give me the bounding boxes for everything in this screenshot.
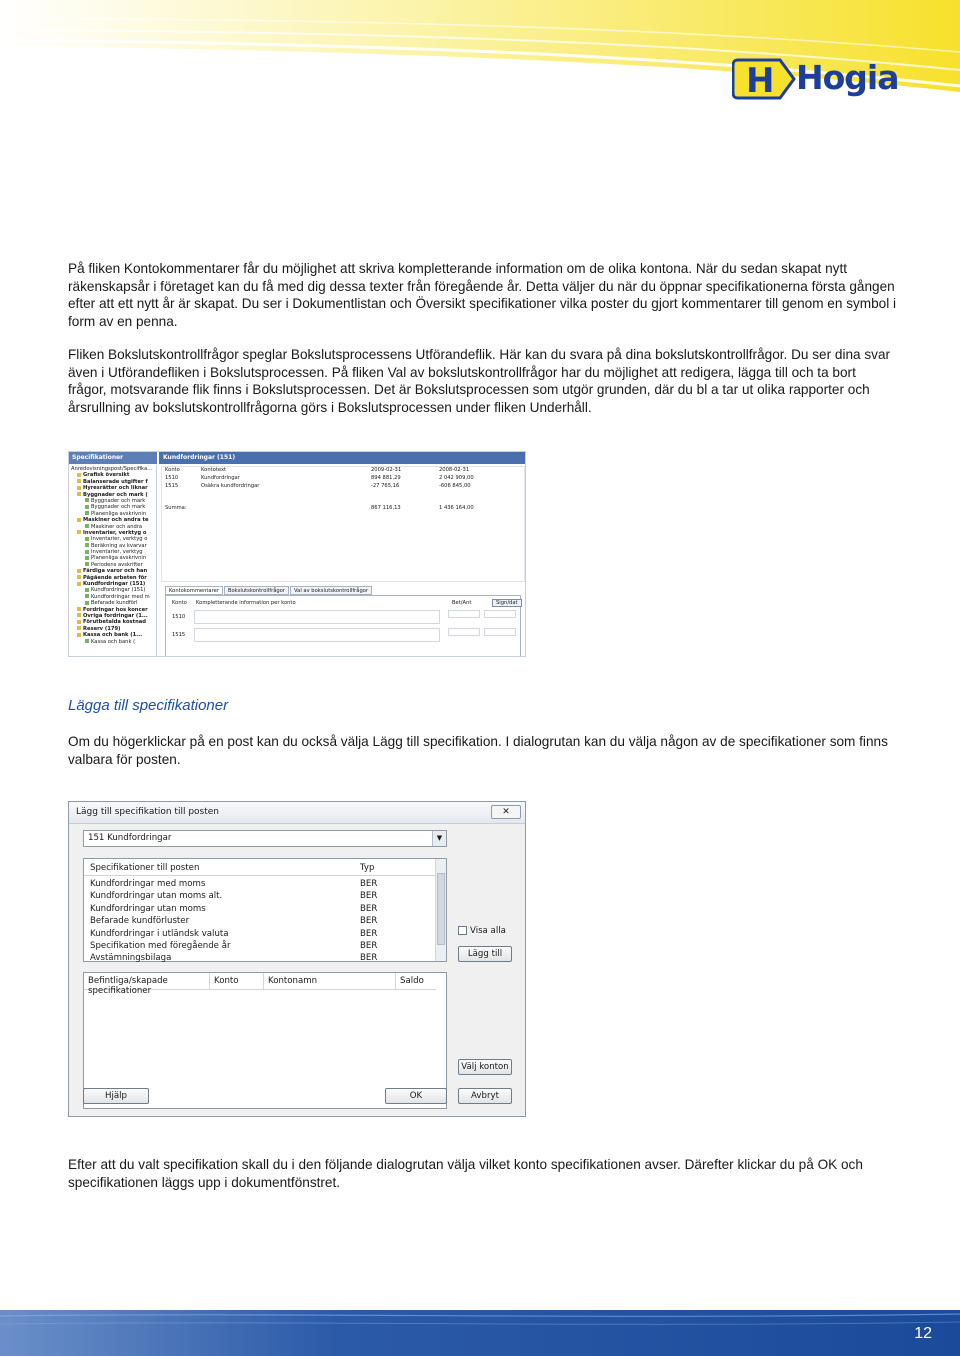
folder-icon bbox=[77, 582, 81, 586]
sum-value: 867 116,13 bbox=[371, 505, 401, 511]
list-item-type: BER bbox=[360, 928, 378, 939]
cell-value: 2 042 909,00 bbox=[439, 475, 474, 481]
list-header-typ: Typ bbox=[360, 863, 375, 873]
list-item-type: BER bbox=[360, 891, 378, 902]
tree-item-label: Byggnader och mark ( bbox=[83, 491, 148, 498]
document-icon bbox=[85, 562, 89, 566]
list-item-spec: Specifikation med föregående år bbox=[90, 941, 231, 951]
checkbox-box[interactable] bbox=[458, 926, 467, 935]
comment-field[interactable] bbox=[194, 628, 440, 642]
folder-icon bbox=[77, 492, 81, 496]
dialog-title: Lägg till specifikation till posten bbox=[69, 802, 525, 824]
tree-item[interactable] bbox=[71, 639, 154, 645]
document-icon bbox=[85, 505, 89, 509]
document-icon bbox=[85, 511, 89, 515]
tree-item-label: Hyresrätter och liknar bbox=[83, 485, 148, 492]
tree-item-label: Inventarier, verktyg bbox=[91, 549, 143, 556]
pane-row-account: 1510 bbox=[172, 614, 186, 620]
tree-item-label: Byggnader och mark bbox=[91, 497, 146, 504]
table-row[interactable] bbox=[161, 482, 521, 490]
tab-bar bbox=[165, 586, 373, 595]
col-year1: 2009-02-31 bbox=[371, 467, 402, 473]
tree-item-label: Kundfordringar (151) bbox=[83, 581, 146, 588]
folder-icon bbox=[77, 613, 81, 617]
date-field[interactable] bbox=[484, 628, 516, 636]
document-icon bbox=[85, 543, 89, 547]
help-button[interactable]: Hjälp bbox=[83, 1088, 149, 1104]
folder-icon bbox=[77, 569, 81, 573]
tree-item-label: Reserv (179) bbox=[83, 625, 121, 632]
tree-item-label: Periodens avskrifter bbox=[91, 561, 143, 568]
document-icon bbox=[85, 537, 89, 541]
grid-header-kontonamn: Kontonamn bbox=[264, 973, 396, 990]
tree-item-label: Byggnader och mark bbox=[91, 504, 146, 511]
cell-account-name: Kundfordringar bbox=[201, 475, 240, 481]
specifications-list bbox=[83, 858, 447, 962]
document-icon bbox=[85, 639, 89, 643]
tree-item-label: Planenliga avskrivnin bbox=[91, 510, 147, 517]
document-icon bbox=[85, 556, 89, 560]
chevron-down-icon[interactable]: ▼ bbox=[432, 831, 446, 846]
show-all-checkbox[interactable] bbox=[458, 926, 506, 936]
folder-icon bbox=[77, 633, 81, 637]
grid-header-konto: Konto bbox=[210, 973, 264, 990]
list-item-spec: Avstämningsbilaga bbox=[90, 953, 172, 964]
tab-kontokommentarer[interactable]: Kontokommentarer bbox=[165, 586, 223, 595]
account-table bbox=[161, 466, 521, 512]
table-row[interactable] bbox=[161, 474, 521, 482]
pane-header-info: Kompletterande information per konto bbox=[196, 600, 296, 606]
tree-item-label: Förutbetalda kostnad bbox=[83, 619, 146, 626]
sign-date-button[interactable]: Sign/dat bbox=[492, 599, 522, 607]
list-item-type: BER bbox=[360, 879, 378, 889]
cell-value: -27 765,16 bbox=[371, 483, 400, 489]
tree-item-label: Befarade kundförl bbox=[91, 600, 138, 607]
post-select-value: 151 Kundfordringar bbox=[88, 833, 172, 843]
list-item[interactable] bbox=[90, 891, 430, 903]
folder-icon bbox=[77, 575, 81, 579]
comments-pane bbox=[165, 595, 521, 657]
list-item[interactable] bbox=[90, 904, 430, 916]
specifications-tree bbox=[69, 465, 157, 656]
page-number: 12 bbox=[914, 1325, 932, 1342]
document-icon bbox=[85, 601, 89, 605]
list-item-type: BER bbox=[360, 903, 378, 914]
list-item[interactable] bbox=[90, 941, 430, 953]
paragraph-bokslutskontrollfragor: Fliken Bokslutskontrollfrågor speglar Bokslutsprocessens Utförandeflik. Här kan du svara på dina bokslutskontrollfrågor. Du ser dina svar även i Utförandefliken i Bokslutsprocessen. På fliken Val av bokslutskontrollfrågor har du möjlighet att redigera, lägga till och ta bort frågor, motsvarande flik finns i Bokslutsprocessen. Det är Bokslutsprocessen som utgör grunden, där du bl a tar ut olika rapporter och årsrullning av bokslutskontrollfrågorna görs i Bokslutsprocessen under fliken Underhåll. bbox=[68, 347, 891, 415]
list-item-type: BER bbox=[360, 916, 378, 927]
document-icon bbox=[85, 588, 89, 592]
list-item-spec: Kundfordringar med moms bbox=[90, 879, 206, 889]
folder-icon bbox=[77, 486, 81, 490]
paragraph-after-choice: Efter att du valt specifikation skall du i den följande dialogrutan välja vilket konto specifikationen avser. Därefter klickar du på OK och specifikationen läggs upp i dokumentfönstret. bbox=[68, 1157, 863, 1190]
document-icon bbox=[85, 550, 89, 554]
tree-item-label: Planenliga avskrivnin bbox=[91, 555, 147, 562]
tree-item-label: Maskiner och andra bbox=[91, 523, 143, 530]
list-item-type: BER bbox=[360, 941, 378, 951]
folder-icon bbox=[77, 626, 81, 630]
document-panel-title: Kundfordringar (151) bbox=[159, 452, 526, 464]
folder-icon bbox=[77, 518, 81, 522]
scrollbar-thumb[interactable] bbox=[437, 873, 445, 945]
date-field[interactable] bbox=[484, 610, 516, 618]
folder-icon bbox=[77, 473, 81, 477]
list-item[interactable] bbox=[90, 953, 430, 965]
tree-item-label: Kundfordringar med m bbox=[91, 593, 150, 600]
close-icon[interactable]: ✕ bbox=[491, 805, 521, 819]
tree-item-label: Färdiga varor och han bbox=[83, 568, 148, 575]
folder-icon bbox=[77, 479, 81, 483]
pane-row-account: 1515 bbox=[172, 632, 186, 638]
betant-field[interactable] bbox=[448, 610, 480, 618]
list-item[interactable] bbox=[90, 916, 430, 928]
list-item-spec: Befarade kundförluster bbox=[90, 916, 190, 927]
table-header-row bbox=[161, 466, 521, 474]
sum-row bbox=[161, 504, 521, 512]
list-item-spec: Kundfordringar utan moms alt. bbox=[90, 891, 223, 902]
cell-account: 1515 bbox=[165, 483, 179, 489]
col-konto: Konto bbox=[165, 467, 180, 473]
post-select[interactable] bbox=[83, 830, 447, 847]
choose-accounts-button[interactable]: Välj konton bbox=[458, 1059, 512, 1075]
tree-item-label: Maskiner och andra te bbox=[83, 517, 149, 524]
tree-item-label: Anredovisningspost/Specifika... bbox=[71, 466, 153, 472]
document-icon bbox=[85, 524, 89, 528]
tree-item-label: Kundfordringar (151) bbox=[91, 587, 146, 594]
checkbox-label: Visa alla bbox=[470, 926, 506, 936]
folder-icon bbox=[77, 607, 81, 611]
section-heading: Lägga till specifikationer bbox=[68, 697, 229, 714]
list-item[interactable] bbox=[90, 879, 430, 891]
footer-stripes bbox=[0, 1310, 960, 1356]
list-scrollbar[interactable] bbox=[435, 859, 446, 961]
folder-icon bbox=[77, 530, 81, 534]
tree-item-label: Kassa och bank ( bbox=[91, 638, 136, 645]
tree-item-label: Inventarier, verktyg o bbox=[91, 536, 148, 543]
comment-field[interactable] bbox=[194, 610, 440, 624]
col-kontotext: Kontotext bbox=[201, 467, 227, 473]
paragraph-add-specification: Om du högerklickar på en post kan du också välja Lägg till specifikation. I dialogrutan kan du välja någon av de specifikationer som finns valbara för posten. bbox=[68, 734, 888, 767]
tree-item-label: Fordringar hos koncer bbox=[83, 606, 148, 613]
svg-text:H: H bbox=[746, 61, 775, 101]
col-year2: 2008-02-31 bbox=[439, 467, 470, 473]
folder-icon bbox=[77, 620, 81, 624]
add-button[interactable]: Lägg till bbox=[458, 946, 512, 962]
add-specification-dialog bbox=[68, 801, 526, 1117]
tree-item-label: Inventarier, verktyg o bbox=[83, 529, 147, 536]
list-item-type: BER bbox=[360, 953, 378, 964]
list-item-spec: Kundfordringar utan moms bbox=[90, 903, 206, 914]
grid-header-saldo: Saldo bbox=[396, 973, 436, 990]
tree-item-label: Balanserade utgifter f bbox=[83, 478, 148, 485]
document-icon bbox=[85, 498, 89, 502]
tab-val-av-bokslutskontrollfragor[interactable]: Val av bokslutskontrollfrågor bbox=[290, 586, 372, 595]
pane-header-betant: Bet/Ant bbox=[452, 600, 472, 606]
betant-field[interactable] bbox=[448, 628, 480, 636]
cell-account: 1510 bbox=[165, 475, 179, 481]
specifications-screenshot bbox=[68, 451, 526, 657]
ok-button[interactable]: OK bbox=[385, 1088, 447, 1104]
pane-header-konto: Konto bbox=[172, 600, 187, 606]
tree-item-label: Kassa och bank (1... bbox=[83, 632, 143, 639]
list-header-spec: Specifikationer till posten bbox=[90, 863, 200, 873]
paragraph-kontokommentarer: På fliken Kontokommentarer får du möjlighet att skriva kompletterande information om de olika kontona. När du sedan skapat nytt räkenskapsår i företaget kan du få med dig dessa texter från föregående år. Detta väljer du när du öppnar specifikationerna första gången efter att ett nytt år är skapat. Du ser i Dokumentlistan och Översikt specifikationer vilka poster du gjort kommentarer till genom en symbol i form av en penna. bbox=[68, 261, 897, 329]
sum-label: Summa: bbox=[165, 505, 187, 511]
list-item[interactable] bbox=[90, 929, 430, 941]
cancel-button[interactable]: Avbryt bbox=[458, 1088, 512, 1104]
cell-account-name: Osäkra kundfordringar bbox=[201, 483, 260, 489]
tree-item-label: Beräkning av kvarvar bbox=[91, 542, 147, 549]
brand-name: Hogia bbox=[796, 58, 899, 97]
document-icon bbox=[85, 594, 89, 598]
list-header bbox=[84, 859, 436, 876]
specifications-panel-title: Specifikationer bbox=[69, 452, 157, 464]
tree-item-label: Grafisk översikt bbox=[83, 472, 130, 479]
list-item-spec: Kundfordringar i utländsk valuta bbox=[90, 928, 229, 939]
cell-value: 894 881,29 bbox=[371, 475, 401, 481]
grid-header-existing: Befintliga/skapade specifikationer bbox=[84, 973, 210, 990]
sum-value: 1 436 164,00 bbox=[439, 505, 474, 511]
cell-value: -606 845,00 bbox=[439, 483, 471, 489]
tree-item-label: Pågående arbeten för bbox=[83, 574, 147, 581]
tree-item-label: Övriga fordringar (1... bbox=[83, 612, 148, 619]
tab-bokslutskontrollfragor[interactable]: Bokslutskontrollfrågor bbox=[224, 586, 289, 595]
